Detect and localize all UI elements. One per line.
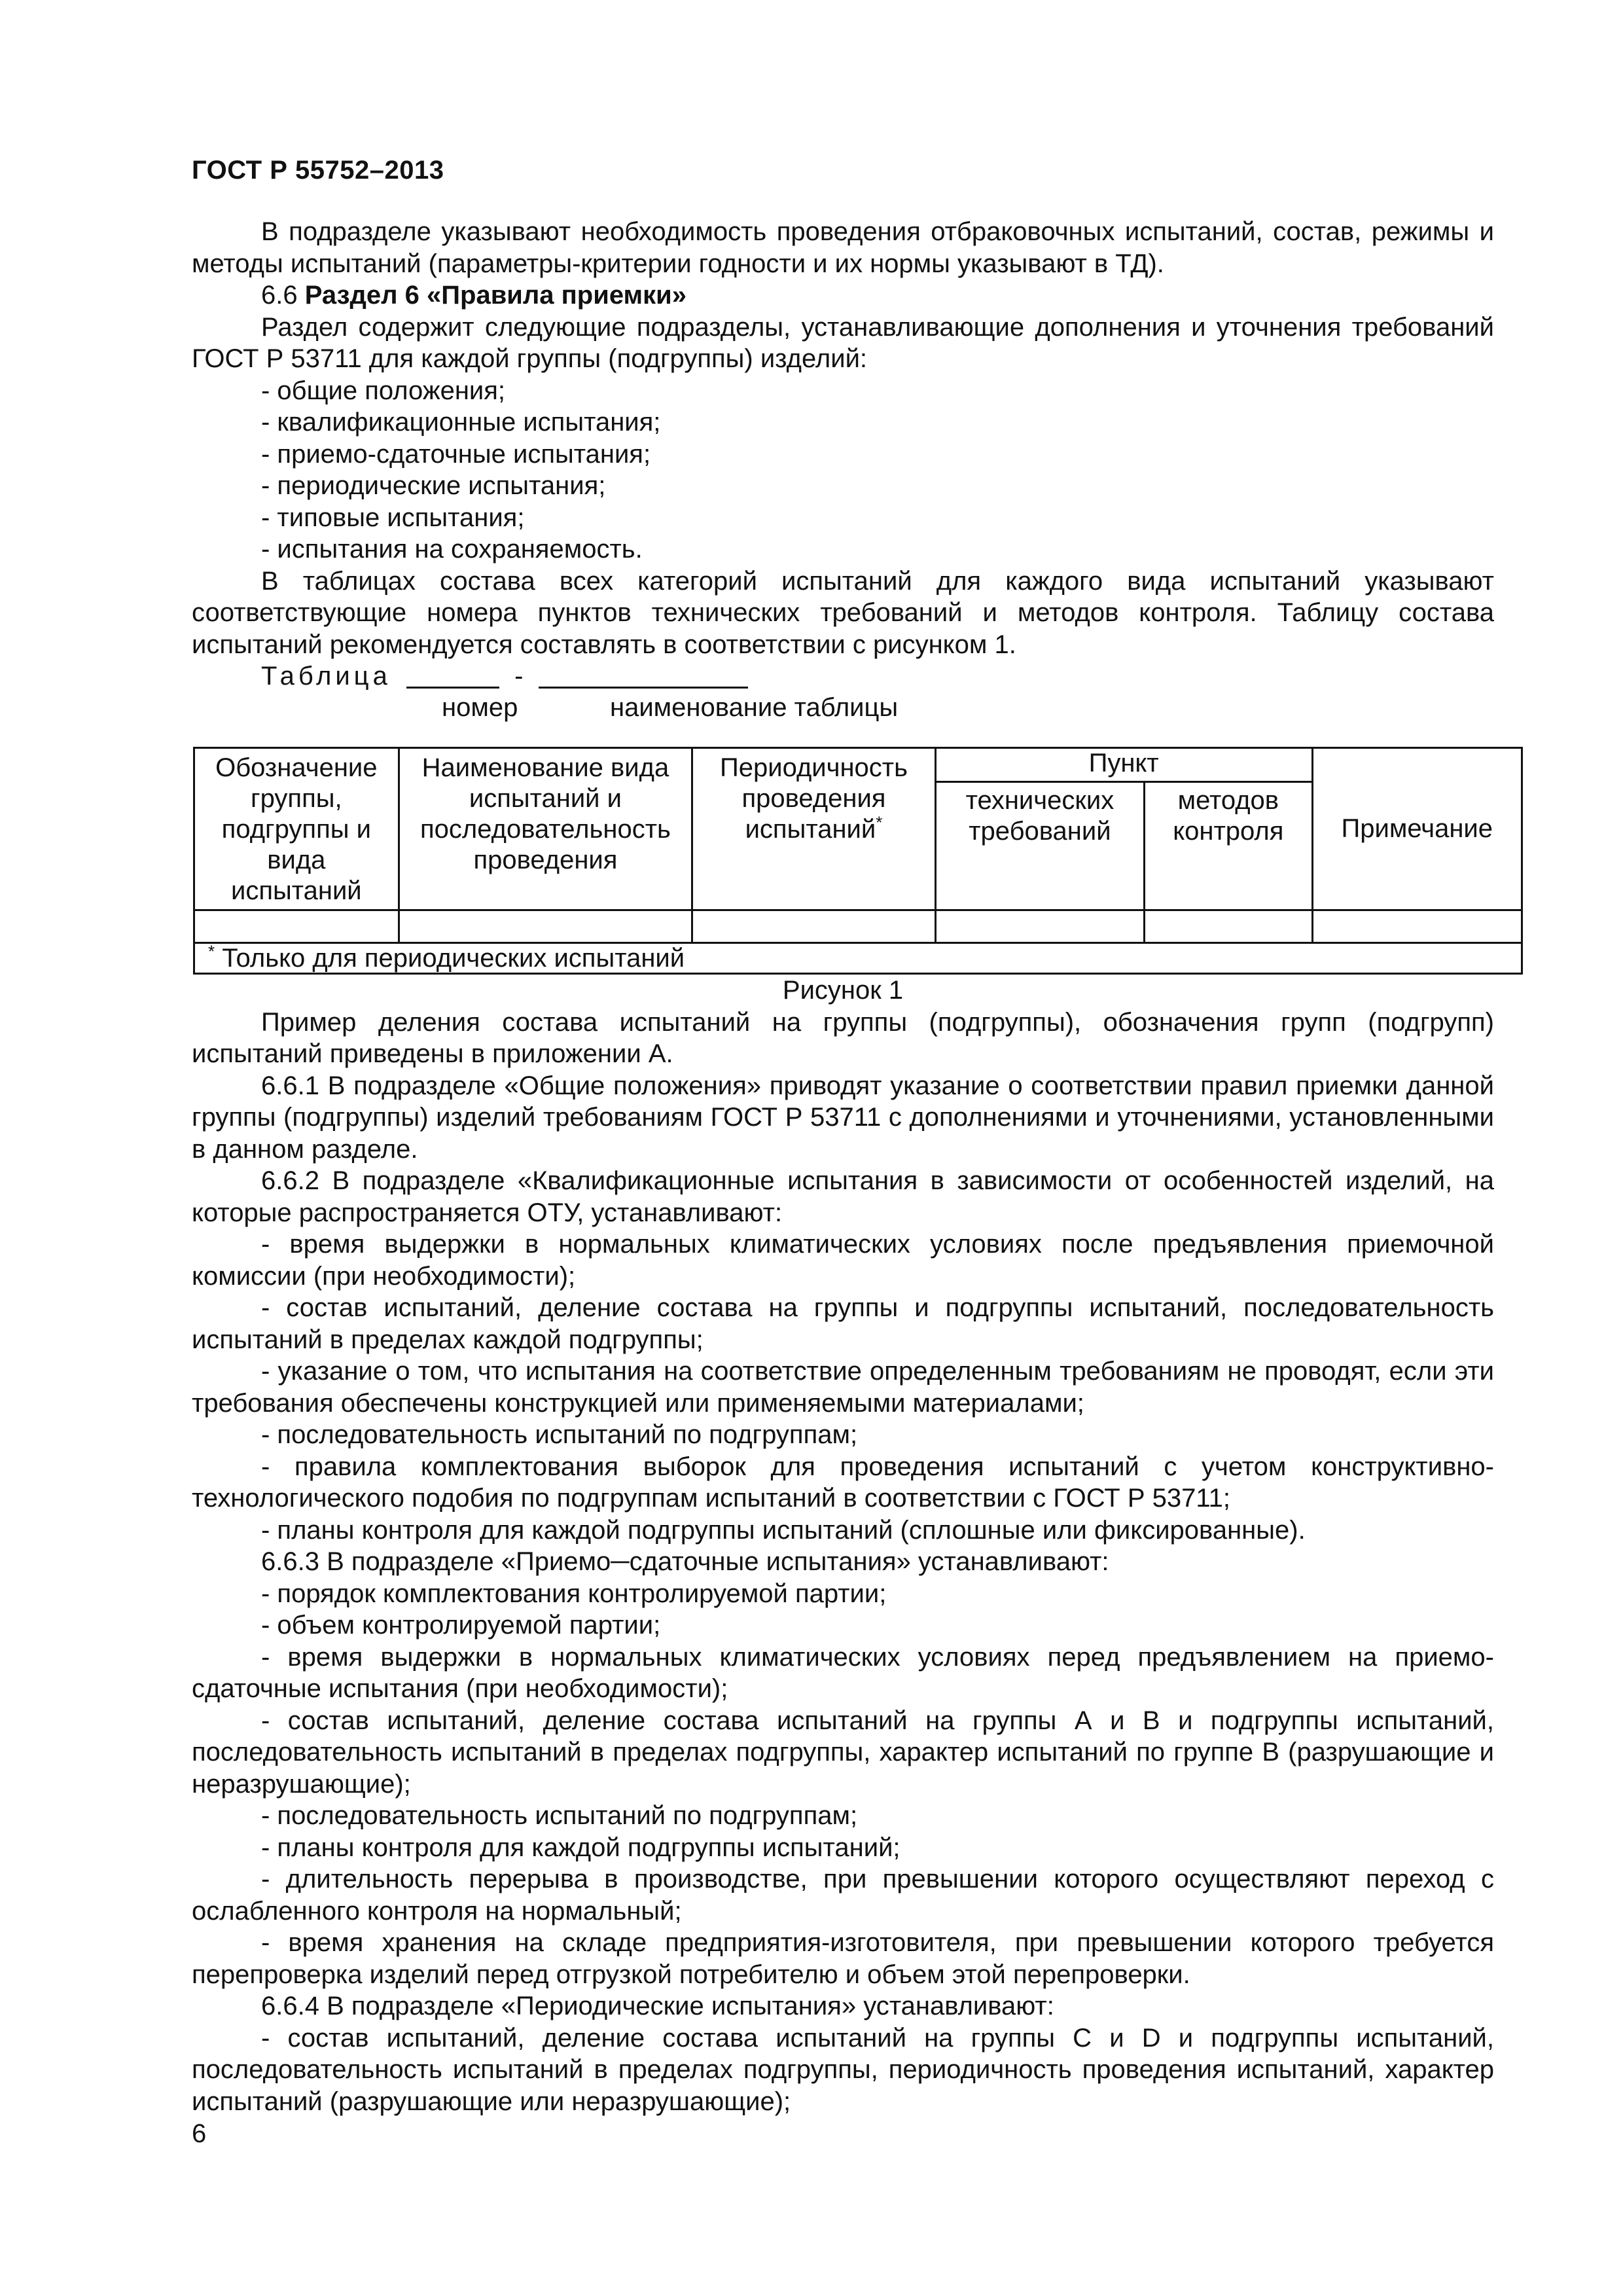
paragraph: 6.6.2 В подразделе «Квалификационные испытания в зависимости от особенностей изделий, на которые распространяется ОТУ, устанавливают: <box>192 1166 1494 1227</box>
table-cell <box>935 910 1144 943</box>
document-header: ГОСТ Р 55752–2013 <box>192 156 444 185</box>
table-cell <box>1312 910 1522 943</box>
list-item: - общие положения; <box>261 376 506 405</box>
list-item: - планы контроля для каждой подгруппы испытаний; <box>261 1833 901 1862</box>
list-item: - испытания на сохраняемость. <box>261 535 643 564</box>
list-item: - указание о том, что испытания на соответствие определенным требованиям не проводят, если эти требования обеспечены конструкцией или применяемыми материалами; <box>192 1357 1494 1418</box>
list-item: - периодические испытания; <box>261 471 606 500</box>
list-item: - типовые испытания; <box>261 503 525 532</box>
paragraph: В таблицах состава всех категорий испытаний для каждого вида испытаний указывают соответствующие номера пунктов технических требований и методов контроля. Таблицу состава испытаний рекомендуется составлять в соответствии с рисунком 1. <box>192 566 1494 659</box>
header-periodicity <box>692 748 935 910</box>
table-number-blank <box>406 660 499 689</box>
section-heading <box>192 279 1494 312</box>
table-footnote <box>194 943 1522 974</box>
list-item: - время хранения на складе предприятия-изготовителя, при превышении которого требуется перепроверка изделий перед отгрузкой потребителю и объем этой перепроверки. <box>192 1928 1494 1989</box>
list-item: - последовательность испытаний по подгруппам; <box>261 1420 858 1449</box>
table-caption-word: Таблица <box>261 662 391 691</box>
paragraph: 6.6.4 В подразделе «Периодические испытания» устанавливают: <box>261 1992 1054 2020</box>
figure-caption: Рисунок 1 <box>782 976 904 1005</box>
page-number: 6 <box>192 2119 207 2148</box>
test-composition-table <box>193 747 1523 975</box>
table-cell <box>1145 910 1312 943</box>
paragraph: Пример деления состава испытаний на группы (подгруппы), обозначения групп (подгрупп) испытаний приведены в приложении А. <box>192 1007 1494 1068</box>
list-item: - объем контролируемой партии; <box>261 1611 661 1640</box>
section-title: Раздел 6 «Правила приемки» <box>304 281 687 310</box>
header-technical-requirements: технических требований <box>935 781 1144 910</box>
footnote-text: Только для периодических испытаний <box>222 944 685 973</box>
list-item: - состав испытаний, деление состава испытаний на группы С и D и подгруппы испытаний, последовательность испытаний в пределах подгруппы, периодичность проведения испытаний, характер испытаний (разрушающие или неразрушающие); <box>192 2023 1494 2116</box>
list-item: - состав испытаний, деление состава испытаний на группы А и В и подгруппы испытаний, последовательность испытаний в пределах подгруппы, характер испытаний по группе В (разрушающие и неразрушающие); <box>192 1706 1494 1799</box>
paragraph: В подразделе указывают необходимость проведения отбраковочных испытаний, состав, режимы и методы испытаний (параметры-критерии годности и их нормы указывают в ТД). <box>192 217 1494 278</box>
header-note: Примечание <box>1312 748 1522 910</box>
header-periodicity-text: Периодичность проведения испытаний <box>719 753 908 844</box>
header-test-name: Наименование вида испытаний и последовательность проведения <box>399 748 692 910</box>
list-item: - приемо-сдаточные испытания; <box>261 439 651 469</box>
list-item: - время выдержки в нормальных климатических условиях перед предъявлением на приемо-сдаточные испытания (при необходимости); <box>192 1642 1494 1703</box>
list-item: - правила комплектования выборок для проведения испытаний с учетом конструктивно-технологического подобия по подгруппам испытаний в соответствии с ГОСТ Р 53711; <box>192 1452 1494 1513</box>
header-group-designation: Обозначение группы, подгруппы и вида испытаний <box>194 748 399 910</box>
page-body <box>192 216 1494 2117</box>
paragraph: 6.6.1 В подразделе «Общие положения» приводят указание о соответствии правил приемки данной группы (подгруппы) изделий требованиям ГОСТ Р 53711 с дополнениями и уточнениями, установленными в данном разделе. <box>192 1071 1494 1164</box>
list-item: - порядок комплектования контролируемой партии; <box>261 1579 887 1608</box>
under-name-label: наименование таблицы <box>610 693 899 722</box>
list-item: - планы контроля для каждой подгруппы испытаний (сплошные или фиксированные). <box>261 1515 1306 1545</box>
list-item: - время выдержки в нормальных климатических условиях после предъявления приемочной комиссии (при необходимости); <box>192 1230 1494 1291</box>
under-number-label: номер <box>442 693 518 722</box>
footnote-mark: * <box>876 812 883 833</box>
paragraph: 6.6.3 В подразделе «Приемо─сдаточные испытания» устанавливают: <box>261 1547 1109 1576</box>
table-cell <box>194 910 399 943</box>
table-cell <box>692 910 935 943</box>
header-clause: Пункт <box>935 748 1312 782</box>
table-cell <box>399 910 692 943</box>
table-caption-dash: - <box>514 662 524 691</box>
table-caption-template <box>192 660 1494 692</box>
table-caption-sublabels <box>192 692 1494 728</box>
footnote-mark: * <box>208 941 215 961</box>
list-item: - последовательность испытаний по подгруппам; <box>261 1801 858 1830</box>
paragraph: Раздел содержит следующие подразделы, устанавливающие дополнения и уточнения требований ГОСТ Р 53711 для каждой группы (подгруппы) изделий: <box>192 312 1494 373</box>
list-item: - квалификационные испытания; <box>261 408 661 437</box>
list-item: - состав испытаний, деление состава на группы и подгруппы испытаний, последовательность испытаний в пределах каждой подгруппы; <box>192 1293 1494 1354</box>
list-item: - длительность перерыва в производстве, при превышении которого осуществляют переход с ослабленного контроля на нормальный; <box>192 1865 1494 1926</box>
section-number: 6.6 <box>261 281 298 310</box>
header-control-methods: методов контроля <box>1145 781 1312 910</box>
table-name-blank <box>539 660 748 689</box>
